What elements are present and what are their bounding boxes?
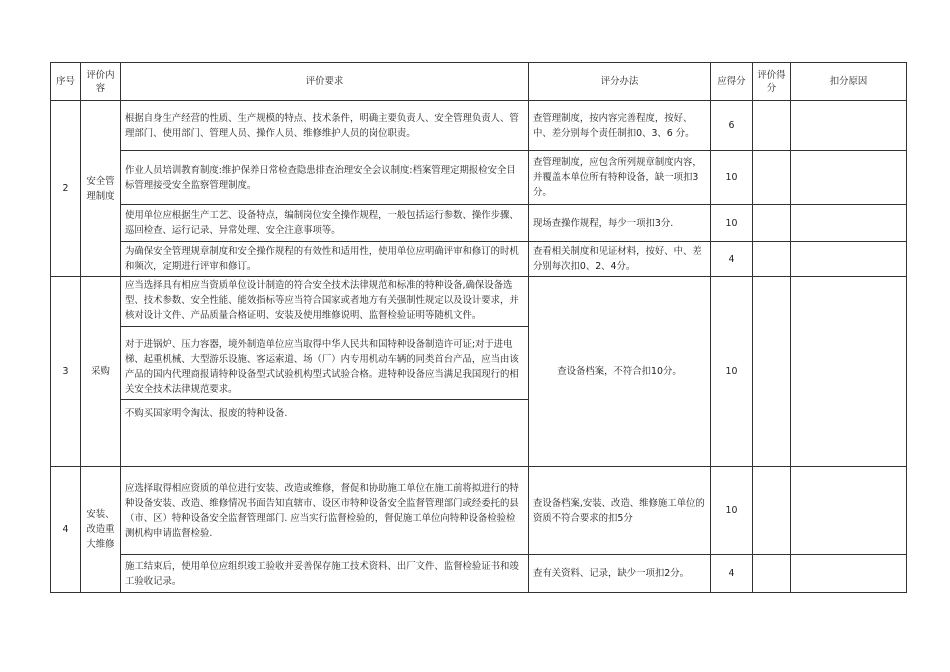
- eval-score-cell: [753, 151, 791, 205]
- reason-cell: [791, 242, 907, 277]
- section-number: 4: [51, 467, 81, 593]
- header-content: 评价内容: [81, 63, 121, 101]
- requirement-part: 不购买国家明令淘汰、报废的特种设备.: [121, 399, 528, 425]
- method-cell: 查管理制度，按内容完善程度，按好、中、差分别每个责任制扣0、3、6 分。: [529, 101, 711, 151]
- table-row: [51, 151, 907, 205]
- table-row: [51, 467, 907, 555]
- reason-cell: [791, 277, 907, 467]
- method-cell: 查有关资料、记录，缺少一项扣2分。: [529, 555, 711, 593]
- table-row: [51, 242, 907, 277]
- requirement-cell: 应选择取得相应资质的单位进行安装、改造或维修，督促和协助施工单位在施工前将拟进行的特种设备安装、改造、维修情况书面告知直辖市、设区市特种设备安全监督管理部门或经委托的县（市、区）特种设备安全监督管理部门. 应当实行监督检验的，督促施工单位向特种设备检验检测机构申请监督检验.: [121, 467, 529, 555]
- requirement-part: 应当选择具有相应当资质单位设计制造的符合安全技术法律规范和标准的特种设备,确保设备选型、技术参数、安全性能、能效指标等应当符合国家或者地方有关强制性规定以及设计要求，并核对设计文件、产品质量合格证明、安装及使用维修说明、监督检验证明等随机文件。: [125, 280, 519, 321]
- score-cell: 4: [711, 555, 753, 593]
- header-row: [51, 63, 907, 101]
- eval-score-cell: [753, 205, 791, 242]
- score-cell: 10: [711, 151, 753, 205]
- table-row: [51, 101, 907, 151]
- reason-cell: [791, 205, 907, 242]
- method-cell: 查管理制度，应包含所列规章制度内容，并覆盖本单位所有特种设备，缺一项扣3分。: [529, 151, 711, 205]
- method-cell: 查设备档案,安装、改造、维修施工单位的资质不符合要求的扣5分: [529, 467, 711, 555]
- table-row: [51, 277, 907, 467]
- evaluation-table: [50, 62, 907, 593]
- reason-cell: [791, 467, 907, 555]
- header-requirement: 评价要求: [121, 63, 529, 101]
- score-cell: 10: [711, 277, 753, 467]
- method-cell: 现场查操作规程，每少一项扣3分.: [529, 205, 711, 242]
- eval-score-cell: [753, 242, 791, 277]
- method-cell: 查看相关制度和见证材料，按好、中、差分别每次扣0、2、4分。: [529, 242, 711, 277]
- score-cell: 10: [711, 205, 753, 242]
- section-content: 采购: [81, 277, 121, 467]
- section-content: 安全管理制度: [81, 101, 121, 277]
- reason-cell: [791, 555, 907, 593]
- score-cell: 6: [711, 101, 753, 151]
- score-cell: 10: [711, 467, 753, 555]
- requirement-part: 对于进锅炉、压力容器，境外制造单位应当取得中华人民共和国特种设备制造许可证;对于进电梯、起重机械、大型游乐设施、客运索道、场（厂）内专用机动车辆的同类首台产品，应当由该产品的国内代理商报请特种设备型式试验机构型式试验合格。进特种设备应当满足我国现行的相关安全技术法律规范要求。: [121, 326, 528, 399]
- eval-score-cell: [753, 277, 791, 467]
- header-method: 评分办法: [529, 63, 711, 101]
- section-content: 安装、改造重大维修: [81, 467, 121, 593]
- header-score: 应得分: [711, 63, 753, 101]
- requirement-cell: 作业人员培训教育制度:维护保养日常检查隐患排查治理安全会议制度:档案管理定期报检安全目标管理接受安全监察管理制度。: [121, 151, 529, 205]
- section-number: 2: [51, 101, 81, 277]
- requirement-cell: 施工结束后，使用单位应组织竣工验收并妥善保存施工技术资料、出厂文件、监督检验证书和竣工验收记录。: [121, 555, 529, 593]
- method-cell: 查设备档案，不符合扣10分。: [529, 277, 711, 467]
- table-row: [51, 205, 907, 242]
- eval-score-cell: [753, 101, 791, 151]
- requirement-cell: 使用单位应根据生产工艺、设备特点，编制岗位安全操作规程，一般包括运行参数、操作步骤、巡回检查、运行记录、异常处理、安全注意事项等。: [121, 205, 529, 242]
- reason-cell: [791, 101, 907, 151]
- table-row: [51, 555, 907, 593]
- requirement-cell: 为确保安全管理规章制度和安全操作规程的有效性和适用性，使用单位应明确评审和修订的时机和频次，定期进行评审和修订。: [121, 242, 529, 277]
- reason-cell: [791, 151, 907, 205]
- eval-score-cell: [753, 467, 791, 555]
- section-number: 3: [51, 277, 81, 467]
- eval-score-cell: [753, 555, 791, 593]
- header-eval-score: 评价得分: [753, 63, 791, 101]
- header-seq: 序号: [51, 63, 81, 101]
- header-reason: 扣分原因: [791, 63, 907, 101]
- score-cell: 4: [711, 242, 753, 277]
- requirement-cell: [121, 277, 529, 467]
- requirement-cell: 根据自身生产经营的性质、生产规模的特点、技术条件，明确主要负责人、安全管理负责人、管理部门、使用部门、管理人员、操作人员、维修维护人员的岗位职责。: [121, 101, 529, 151]
